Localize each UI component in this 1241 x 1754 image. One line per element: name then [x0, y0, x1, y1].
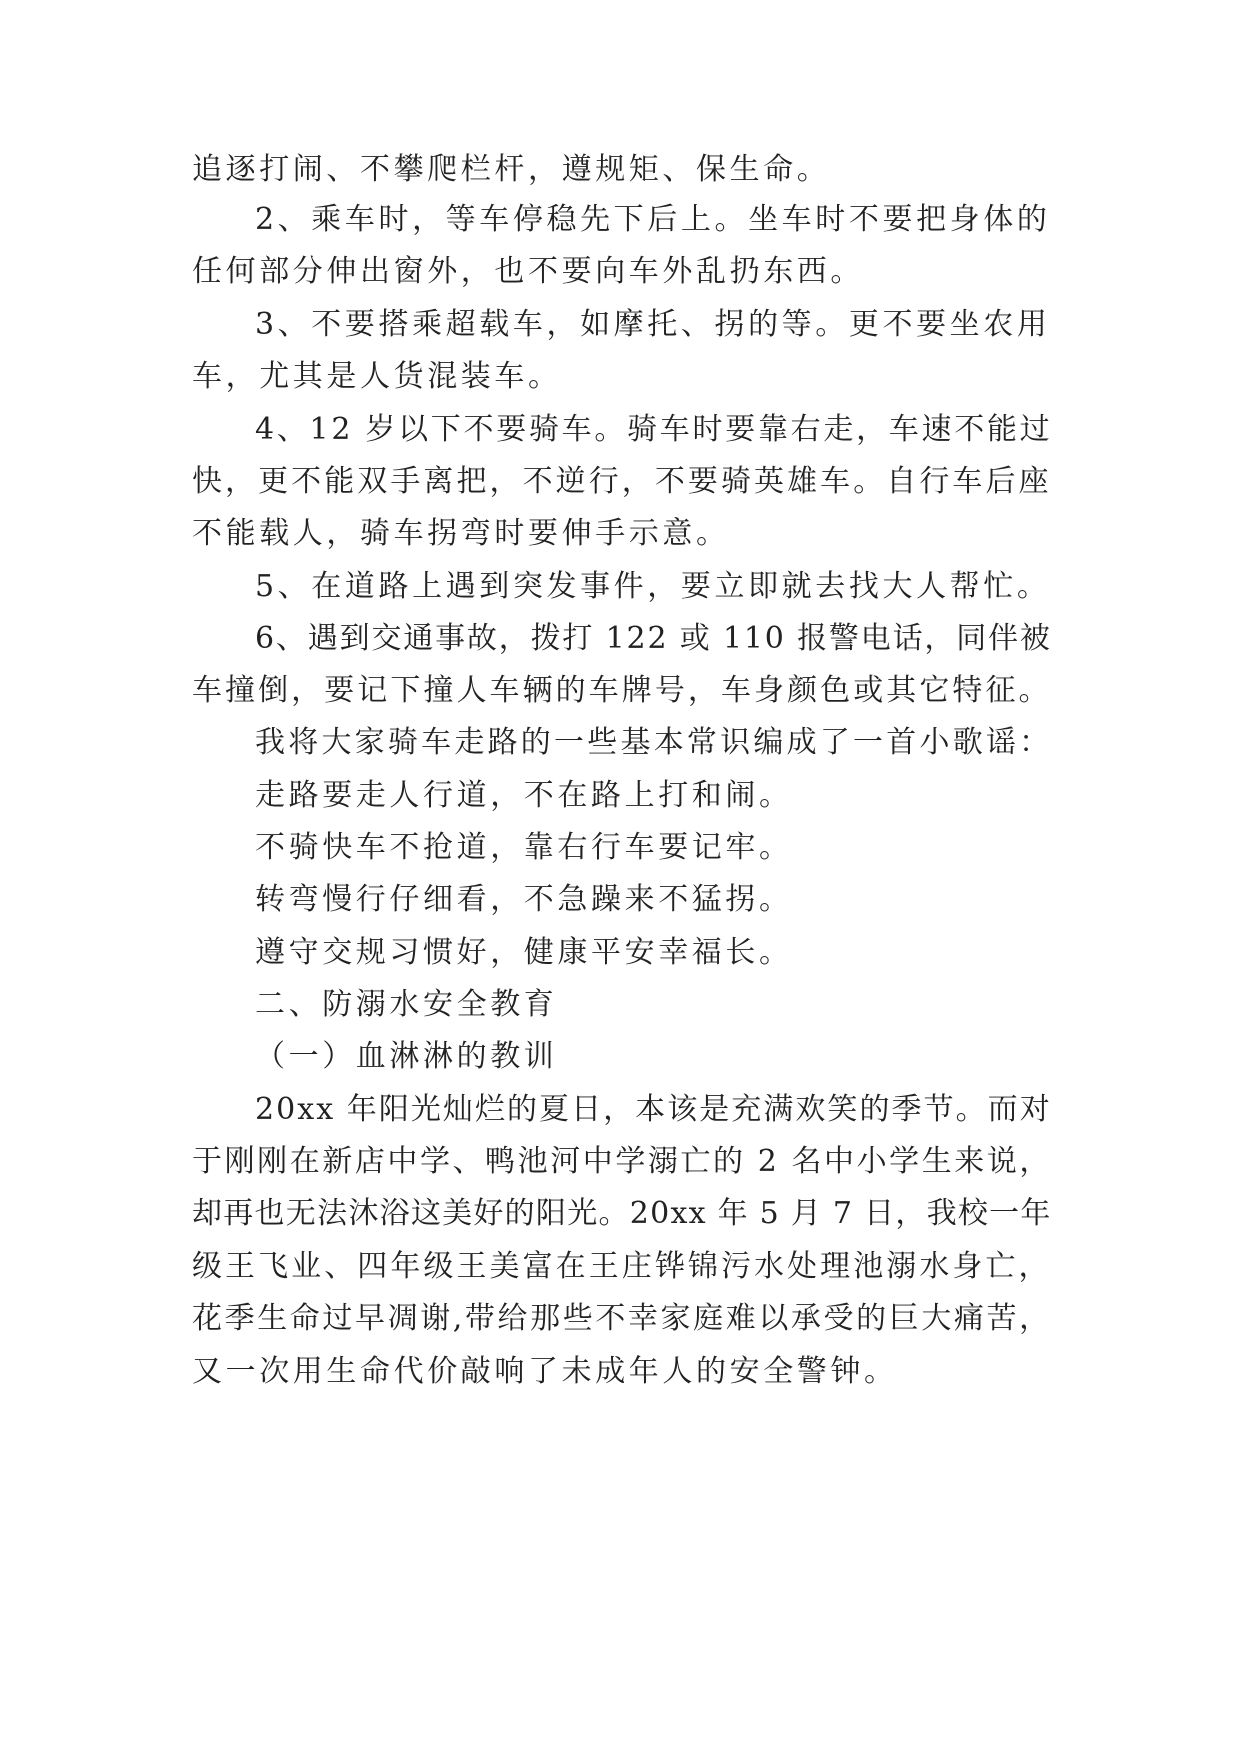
text-line: 6、遇到交通事故，拨打 122 或 110 报警电话，同伴被: [255, 621, 1052, 656]
text-line: 花季生命过早凋谢,带给那些不幸家庭难以承受的巨大痛苦，: [192, 1301, 1052, 1336]
text-line: 不能载人，骑车拐弯时要伸手示意。: [192, 516, 730, 551]
text-line: 级王飞业、四年级王美富在王庄铧锦污水处理池溺水身亡，: [192, 1249, 1052, 1284]
subsection-heading: （一）血淋淋的教训: [255, 1039, 558, 1074]
text-line: 走路要走人行道，不在路上打和闹。: [255, 778, 793, 813]
text-line: 车，尤其是人货混装车。: [192, 359, 562, 394]
text-line: 3、不要搭乘超载车，如摩托、拐的等。更不要坐农用: [255, 307, 1051, 342]
text-line: 车撞倒，要记下撞人车辆的车牌号，车身颜色或其它特征。: [192, 673, 1052, 708]
text-line: 不骑快车不抢道，靠右行车要记牢。: [255, 830, 793, 865]
text-line: 我将大家骑车走路的一些基本常识编成了一首小歌谣：: [255, 725, 1053, 760]
text-line: 快，更不能双手离把，不逆行，不要骑英雄车。自行车后座: [192, 464, 1052, 499]
text-line: 转弯慢行仔细看，不急躁来不猛拐。: [255, 882, 793, 917]
text-line: 20xx 年阳光灿烂的夏日，本该是充满欢笑的季节。而对: [255, 1092, 1052, 1127]
text-line: 遵守交规习惯好，健康平安幸福长。: [255, 935, 793, 970]
section-heading: 二、防溺水安全教育: [255, 987, 558, 1022]
text-line: 4、12 岁以下不要骑车。骑车时要靠右走，车速不能过: [255, 412, 1053, 447]
text-line: 5、在道路上遇到突发事件，要立即就去找大人帮忙。: [255, 569, 1051, 604]
text-line: 任何部分伸出窗外，也不要向车外乱扔东西。: [192, 254, 864, 289]
text-line: 于刚刚在新店中学、鸭池河中学溺亡的 2 名中小学生来说，: [192, 1144, 1052, 1179]
text-line: 追逐打闹、不攀爬栏杆，遵规矩、保生命。: [192, 152, 831, 187]
text-line: 却再也无法沐浴这美好的阳光。20xx 年 5 月 7 日，我校一年: [192, 1196, 1052, 1231]
text-line: 2、乘车时，等车停稳先下后上。坐车时不要把身体的: [255, 202, 1051, 237]
text-line: 又一次用生命代价敲响了未成年人的安全警钟。: [192, 1354, 898, 1389]
